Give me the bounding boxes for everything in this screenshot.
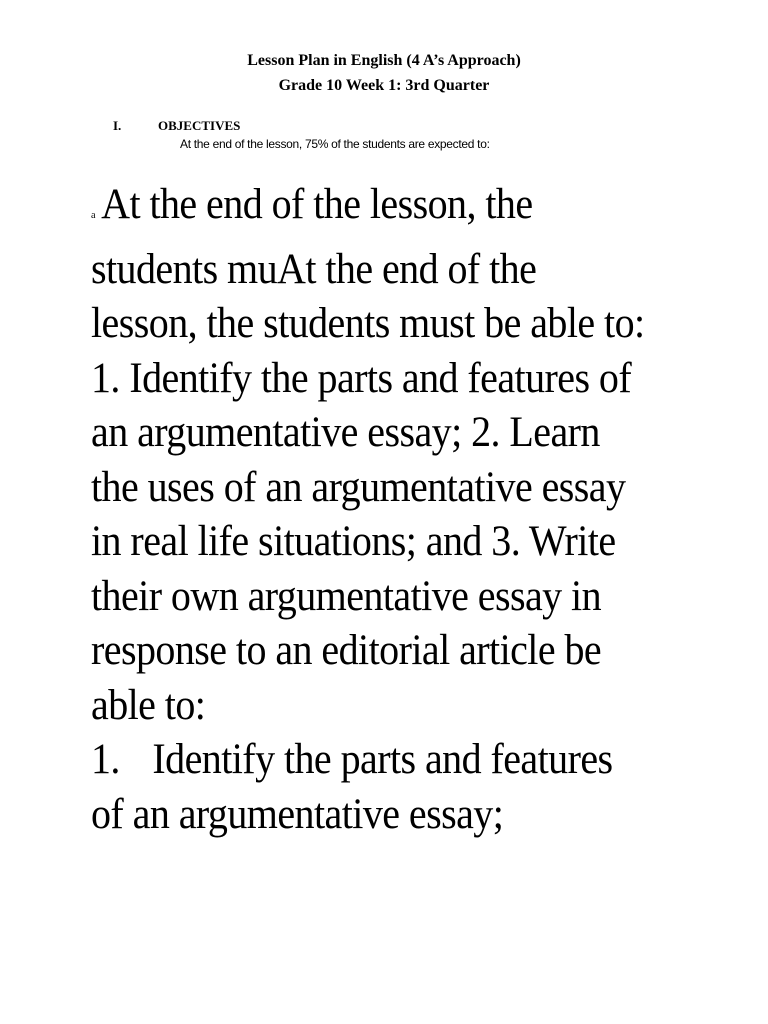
objectives-intro: At the end of the lesson, 75% of the students are expected to: (180, 137, 490, 151)
list-marker: a (91, 209, 96, 221)
objectives-heading (113, 117, 240, 135)
section-number: I. (113, 118, 122, 133)
objectives-paragraph: At the end of the lesson, the students muAt the end of the lesson, the students must be able to: 1. Identify the parts and features of an argumentative essay; 2. Learn the uses of an argumentative essay in real life situations; and 3. Write their own argumentative essay in response to an editorial article be able to: (91, 181, 645, 729)
document-title (0, 48, 768, 98)
objectives-body (91, 178, 649, 842)
section-title: OBJECTIVES (158, 118, 241, 133)
title-line-2: Grade 10 Week 1: 3rd Quarter (278, 77, 490, 94)
list-item (91, 733, 649, 842)
list-item-text: Identify the parts and features of an argumentative essay; (91, 736, 613, 838)
list-item-number: 1. (91, 736, 120, 783)
title-line-1: Lesson Plan in English (4 A’s Approach) (247, 52, 521, 69)
